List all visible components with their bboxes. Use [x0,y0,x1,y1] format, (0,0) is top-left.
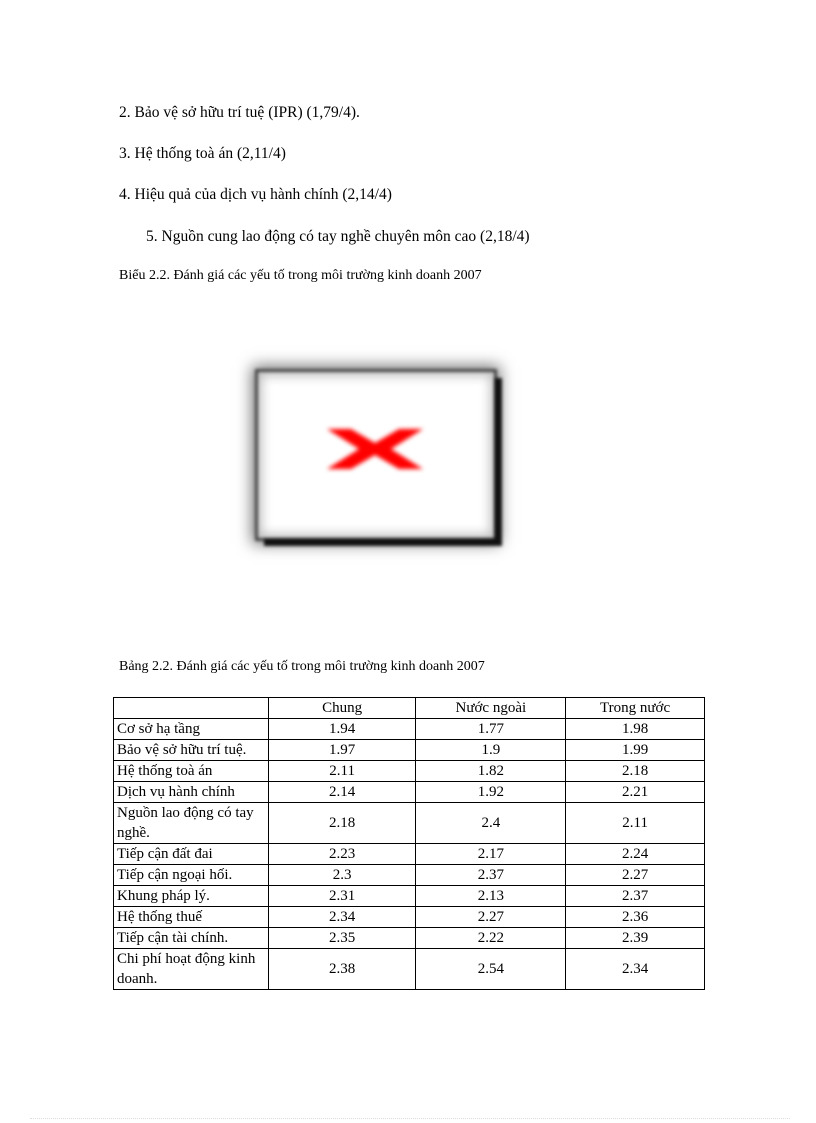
cell-nuoc-ngoai: 1.82 [416,761,566,782]
table-row [114,907,705,928]
broken-image-icon [321,419,429,479]
row-label: Hệ thống toà án [114,761,269,782]
cell-chung: 2.14 [268,782,416,803]
cell-trong-nuoc: 2.21 [566,782,705,803]
row-label: Khung pháp lý. [114,886,269,907]
cell-chung: 2.23 [268,844,416,865]
row-label: Bảo vệ sở hữu trí tuệ. [114,740,269,761]
row-label: Cơ sở hạ tầng [114,719,269,740]
cell-trong-nuoc: 2.18 [566,761,705,782]
cell-chung: 2.35 [268,928,416,949]
cell-nuoc-ngoai: 2.27 [416,907,566,928]
cell-trong-nuoc: 2.34 [566,949,705,990]
row-label: Nguồn lao động có tay nghề. [114,803,269,844]
cell-nuoc-ngoai: 2.22 [416,928,566,949]
cell-trong-nuoc: 2.27 [566,865,705,886]
cell-nuoc-ngoai: 1.92 [416,782,566,803]
cell-nuoc-ngoai: 2.17 [416,844,566,865]
cell-trong-nuoc: 2.37 [566,886,705,907]
table-row [114,928,705,949]
header-chung: Chung [268,698,416,719]
cell-nuoc-ngoai: 1.9 [416,740,566,761]
cell-nuoc-ngoai: 1.77 [416,719,566,740]
cell-chung: 2.11 [268,761,416,782]
table-row [114,886,705,907]
table-row [114,949,705,990]
table-header-row [114,698,705,719]
table-caption: Bảng 2.2. Đánh giá các yếu tố trong môi trường kinh doanh 2007 [119,659,485,674]
cell-trong-nuoc: 2.24 [566,844,705,865]
page-bottom-rule [30,1118,790,1119]
table-row [114,761,705,782]
header-blank [114,698,269,719]
cell-nuoc-ngoai: 2.54 [416,949,566,990]
header-trong-nuoc: Trong nước [566,698,705,719]
row-label: Tiếp cận đất đai [114,844,269,865]
list-item-4: 4. Hiệu quả của dịch vụ hành chính (2,14/4) [119,186,392,203]
table-row [114,865,705,886]
cell-chung: 2.3 [268,865,416,886]
header-nuoc-ngoai: Nước ngoài [416,698,566,719]
cell-trong-nuoc: 2.39 [566,928,705,949]
cell-chung: 2.38 [268,949,416,990]
list-item-2: 2. Bảo vệ sở hữu trí tuệ (IPR) (1,79/4). [119,104,360,121]
cell-nuoc-ngoai: 2.13 [416,886,566,907]
cell-trong-nuoc: 2.11 [566,803,705,844]
table-row [114,719,705,740]
cell-nuoc-ngoai: 2.4 [416,803,566,844]
cell-trong-nuoc: 1.99 [566,740,705,761]
cell-nuoc-ngoai: 2.37 [416,865,566,886]
row-label: Dịch vụ hành chính [114,782,269,803]
table-row [114,844,705,865]
cell-chung: 2.18 [268,803,416,844]
list-item-5: 5. Nguồn cung lao động có tay nghề chuyên môn cao (2,18/4) [146,228,530,245]
figure-caption: Biểu 2.2. Đánh giá các yếu tố trong môi trường kinh doanh 2007 [119,268,482,283]
cell-chung: 1.94 [268,719,416,740]
cell-trong-nuoc: 1.98 [566,719,705,740]
evaluation-table [113,697,705,990]
table-row [114,782,705,803]
cell-chung: 1.97 [268,740,416,761]
cell-chung: 2.34 [268,907,416,928]
table-row [114,740,705,761]
row-label: Hệ thống thuế [114,907,269,928]
table-row [114,803,705,844]
list-item-3: 3. Hệ thống toà án (2,11/4) [119,145,286,162]
row-label: Tiếp cận ngoại hối. [114,865,269,886]
cell-chung: 2.31 [268,886,416,907]
row-label: Tiếp cận tài chính. [114,928,269,949]
row-label: Chi phí hoạt động kinh doanh. [114,949,269,990]
cell-trong-nuoc: 2.36 [566,907,705,928]
